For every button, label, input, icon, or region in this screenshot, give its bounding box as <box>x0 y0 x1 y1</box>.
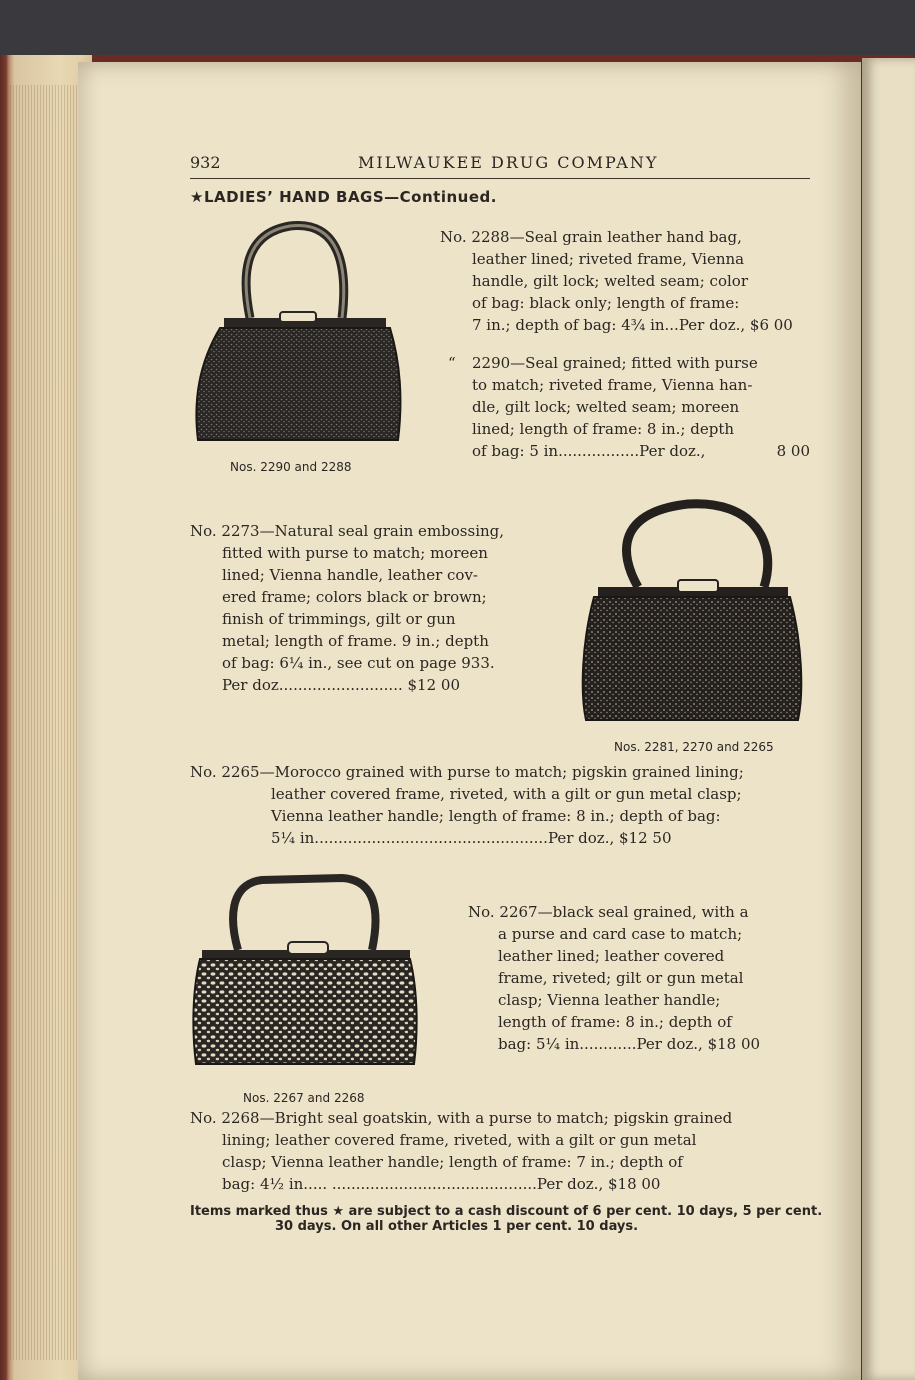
handbag-illustration-2267-2268 <box>192 872 418 1068</box>
item-line: metal; length of frame. 9 in.; depth <box>222 632 489 650</box>
handbag-illustration-2290-2288 <box>190 218 405 448</box>
page-number: 932 <box>190 153 221 172</box>
item-line: Per doz.......................... $12 00 <box>222 676 460 694</box>
item-line: fitted with purse to match; moreen <box>222 544 488 562</box>
item-line: Vienna leather handle; length of frame: 8 in.; depth of bag: <box>271 807 721 825</box>
item-price: 8 00 <box>776 442 810 460</box>
item-line: bag: 5¼ in............Per doz., $18 00 <box>498 1035 761 1053</box>
item-line: of bag: 6¼ in., see cut on page 933. <box>222 654 495 672</box>
item-line: ered frame; colors black or brown; <box>222 588 487 606</box>
adjacent-page <box>862 58 915 1380</box>
item-line: clasp; Vienna leather handle; length of frame: 7 in.; depth of <box>222 1153 683 1171</box>
item-line: leather covered frame, riveted, with a gilt or gun metal clasp; <box>271 785 742 803</box>
item-line: No. 2267—black seal grained, with a <box>468 903 749 921</box>
figure-caption-1: Nos. 2290 and 2288 <box>230 460 352 474</box>
item-line: clasp; Vienna leather handle; <box>498 991 721 1009</box>
running-head <box>190 152 810 179</box>
item-line: No. 2288—Seal grain leather hand bag, <box>440 228 742 246</box>
handbag-illustration-2281-2270-2265 <box>578 492 806 727</box>
item-line: No. 2273—Natural seal grain embossing, <box>190 522 505 540</box>
running-title: MILWAUKEE DRUG COMPANY <box>358 153 659 172</box>
item-2290 <box>440 354 812 474</box>
figure-caption-2: Nos. 2281, 2270 and 2265 <box>614 740 774 754</box>
item-line: lined; length of frame: 8 in.; depth <box>472 420 735 438</box>
item-line: handle, gilt lock; welted seam; color <box>472 272 748 290</box>
item-line: leather lined; riveted frame, Vienna <box>472 250 745 268</box>
item-line: to match; riveted frame, Vienna han- <box>472 376 753 394</box>
item-line: 2290—Seal grained; fitted with purse <box>472 354 758 372</box>
item-line: frame, riveted; gilt or gun metal <box>498 969 744 987</box>
item-line: 5¼ in.................................................Per doz., $12 50 <box>271 829 672 847</box>
item-line: leather lined; leather covered <box>498 947 725 965</box>
footer-discount-note: Items marked thus ★ are subject to a cash discount of 6 per cent. 10 days, 5 per cent. <box>190 1204 823 1219</box>
item-line: length of frame: 8 in.; depth of <box>498 1013 732 1031</box>
item-line: No. 2265—Morocco grained with purse to match; pigskin grained lining; <box>190 763 744 781</box>
ditto-mark: “ <box>448 354 456 372</box>
item-line: a purse and card case to match; <box>498 925 743 943</box>
item-line: bag: 4½ in..... ...........................................Per doz., $18 00 <box>222 1175 661 1193</box>
section-heading: ★LADIES’ HAND BAGS—Continued. <box>190 188 497 206</box>
item-line: lining; leather covered frame, riveted, with a gilt or gun metal <box>222 1131 697 1149</box>
item-line: dle, gilt lock; welted seam; moreen <box>472 398 740 416</box>
item-line: lined; Vienna handle, leather cov- <box>222 566 479 584</box>
footer-discount-note-2: 30 days. On all other Articles 1 per cent. 10 days. <box>275 1219 639 1234</box>
item-line: of bag: black only; length of frame: <box>472 294 740 312</box>
item-line: finish of trimmings, gilt or gun <box>222 610 456 628</box>
item-line: 7 in.; depth of bag: 4¾ in...Per doz., $6 00 <box>472 316 793 334</box>
item-line: of bag: 5 in.................Per doz., <box>472 442 706 460</box>
figure-caption-3: Nos. 2267 and 2268 <box>243 1091 365 1105</box>
item-line: No. 2268—Bright seal goatskin, with a purse to match; pigskin grained <box>190 1109 733 1127</box>
